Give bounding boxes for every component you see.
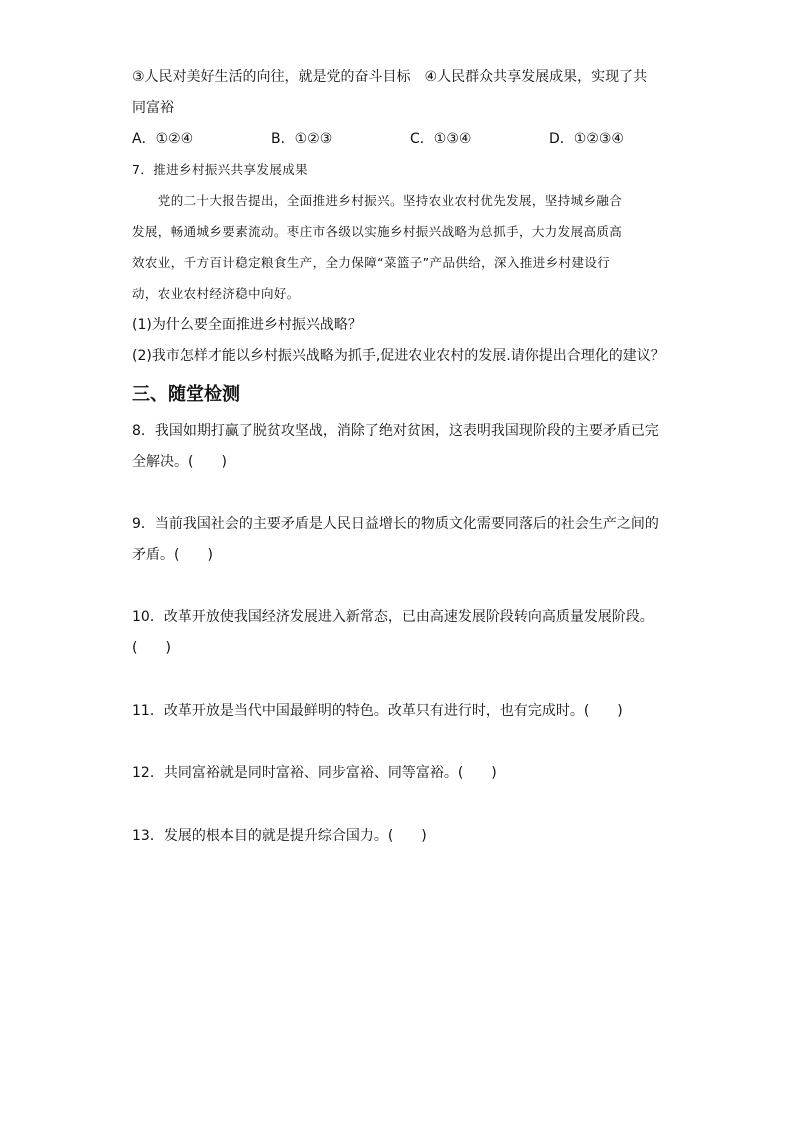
q7-subquestion-1: (1)为什么要全面推进乡村振兴战略？ bbox=[132, 317, 362, 333]
q7-paragraph-line-1: 党的二十大报告提出，全面推进乡村振兴。坚持农业农村优先发展，坚持城乡融合 bbox=[132, 193, 623, 208]
q7-subquestion-2: (2)我市怎样才能以乡村振兴战略为抓手,促进农业农村的发展.请你提出合理化的建议？ bbox=[132, 348, 665, 364]
q7-paragraph-line-2: 发展，畅通城乡要素流动。枣庄市各级以实施乡村振兴战略为总抓手，大力发展高质高 bbox=[132, 224, 623, 239]
section-heading: 三、随堂检测 bbox=[132, 384, 240, 405]
q9-line-2: 矛盾。( ) bbox=[132, 547, 213, 563]
q6-choice-a: A．①②④ bbox=[132, 131, 194, 147]
q7-paragraph-line-3: 效农业，千方百计稳定粮食生产，全力保障“菜篮子”产品供给，深入推进乡村建设行 bbox=[132, 255, 611, 270]
q10-line-1: 10．改革开放使我国经济发展进入新常态，已由高速发展阶段转向高质量发展阶段。 bbox=[132, 609, 654, 625]
q13: 13．发展的根本目的就是提升综合国力。( ) bbox=[132, 828, 427, 844]
q7-title: 7．推进乡村振兴共享发展成果 bbox=[132, 162, 309, 177]
q8-line-2: 全解决。( ) bbox=[132, 454, 227, 470]
q6-option-line-1: ③人民对美好生活的向往，就是党的奋斗目标 ④人民群众共享发展成果，实现了共 bbox=[132, 69, 648, 85]
q10-line-2: ( ) bbox=[132, 640, 171, 656]
q11: 11．改革开放是当代中国最鲜明的特色。改革只有进行时，也有完成时。( ) bbox=[132, 703, 623, 719]
q6-choice-c: C．①③④ bbox=[410, 131, 472, 147]
q9-line-1: 9．当前我国社会的主要矛盾是人民日益增长的物质文化需要同落后的社会生产之间的 bbox=[132, 516, 659, 532]
q6-option-line-2: 同富裕 bbox=[132, 100, 174, 116]
q7-paragraph-line-4: 动，农业农村经济稳中向好。 bbox=[132, 286, 300, 301]
q6-choice-d: D．①②③④ bbox=[549, 131, 624, 147]
q6-choice-b: B．①②③ bbox=[271, 131, 333, 147]
q12: 12．共同富裕就是同时富裕、同步富裕、同等富裕。( ) bbox=[132, 765, 497, 781]
q8-line-1: 8．我国如期打赢了脱贫攻坚战，消除了绝对贫困，这表明我国现阶段的主要矛盾已完 bbox=[132, 423, 659, 439]
